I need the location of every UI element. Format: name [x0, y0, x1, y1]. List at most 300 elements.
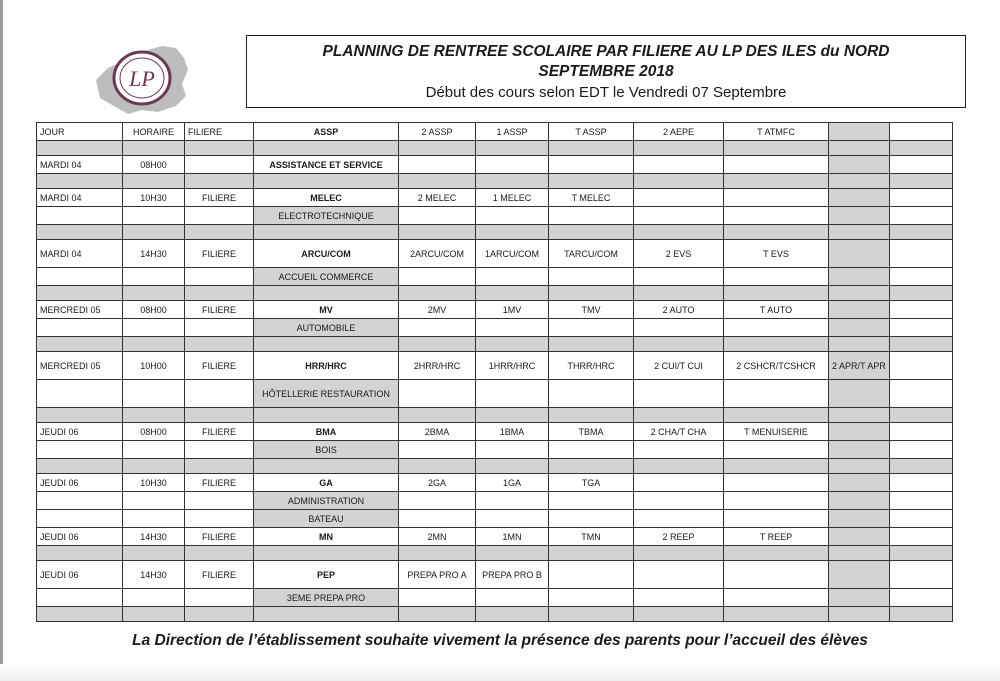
table-cell [399, 380, 476, 408]
subtitle-month: SEPTEMBRE 2018 [538, 63, 674, 80]
separator-cell [37, 459, 123, 474]
table-row [37, 207, 953, 225]
separator-cell [399, 337, 476, 352]
table-cell: MELEC [254, 189, 399, 207]
col-header [829, 123, 890, 141]
table-cell: THRR/HRC [549, 352, 634, 380]
table-cell [634, 156, 724, 174]
table-cell: 2 CHA/T CHA [634, 423, 724, 441]
school-logo [88, 40, 198, 118]
separator-cell [123, 459, 185, 474]
table-cell [890, 528, 953, 546]
table-cell [724, 319, 829, 337]
table-cell: 2 EVS [634, 240, 724, 268]
table-cell [829, 301, 890, 319]
table-cell: T REEP [724, 528, 829, 546]
separator-cell [123, 408, 185, 423]
table-cell [399, 510, 476, 528]
table-cell [549, 380, 634, 408]
table-cell [890, 510, 953, 528]
table-cell [549, 268, 634, 286]
table-cell [123, 380, 185, 408]
table-cell [185, 319, 254, 337]
separator-cell [724, 225, 829, 240]
table-row [37, 189, 953, 207]
table-cell [829, 474, 890, 492]
table-cell: TBMA [549, 423, 634, 441]
separator-cell [185, 459, 254, 474]
separator-cell [829, 459, 890, 474]
separator-cell [399, 607, 476, 622]
table-cell: 1MV [476, 301, 549, 319]
separator-cell [254, 174, 399, 189]
separator-row [37, 286, 953, 301]
separator-cell [634, 408, 724, 423]
separator-cell [185, 546, 254, 561]
separator-cell [829, 607, 890, 622]
table-cell [476, 492, 549, 510]
table-cell [549, 441, 634, 459]
col-header: 2 AEPE [634, 123, 724, 141]
separator-cell [37, 607, 123, 622]
separator-cell [123, 141, 185, 156]
separator-cell [634, 607, 724, 622]
table-cell: 2 MELEC [399, 189, 476, 207]
table-cell: 08H00 [123, 156, 185, 174]
table-cell [37, 510, 123, 528]
separator-cell [254, 286, 399, 301]
table-cell [185, 589, 254, 607]
table-cell [549, 207, 634, 225]
table-cell [890, 492, 953, 510]
table-cell [37, 207, 123, 225]
separator-cell [890, 607, 953, 622]
table-cell [185, 492, 254, 510]
table-cell [476, 441, 549, 459]
col-header: JOUR [37, 123, 123, 141]
col-header: T ASSP [549, 123, 634, 141]
table-cell: BATEAU [254, 510, 399, 528]
table-cell [399, 319, 476, 337]
table-cell: TMN [549, 528, 634, 546]
table-cell [549, 492, 634, 510]
separator-cell [549, 225, 634, 240]
table-row [37, 319, 953, 337]
table-cell [634, 189, 724, 207]
table-cell [890, 589, 953, 607]
table-cell [634, 510, 724, 528]
table-cell [829, 589, 890, 607]
table-cell: 14H30 [123, 561, 185, 589]
separator-cell [399, 174, 476, 189]
table-cell [634, 561, 724, 589]
separator-cell [549, 174, 634, 189]
table-row [37, 492, 953, 510]
table-cell: FILIERE [185, 474, 254, 492]
separator-cell [476, 337, 549, 352]
table-cell [829, 380, 890, 408]
separator-row [37, 459, 953, 474]
col-header: 2 ASSP [399, 123, 476, 141]
table-cell [890, 319, 953, 337]
table-cell: 14H30 [123, 528, 185, 546]
table-cell [724, 510, 829, 528]
separator-cell [890, 141, 953, 156]
separator-cell [829, 546, 890, 561]
table-cell [37, 492, 123, 510]
table-cell: 2 AUTO [634, 301, 724, 319]
title: PLANNING DE RENTREE SCOLAIRE PAR FILIERE AU LP DES ILES du NORD [322, 43, 890, 60]
header-row [37, 123, 953, 141]
table-cell [185, 380, 254, 408]
table-row [37, 380, 953, 408]
separator-cell [634, 286, 724, 301]
table-cell [724, 474, 829, 492]
table-cell [890, 441, 953, 459]
separator-cell [476, 225, 549, 240]
table-cell [829, 319, 890, 337]
separator-cell [549, 141, 634, 156]
table-cell: ARCU/COM [254, 240, 399, 268]
separator-cell [185, 174, 254, 189]
table-cell: MERCREDI 05 [37, 301, 123, 319]
subtitle-start-date: Début des cours selon EDT le Vendredi 07 Septembre [425, 84, 787, 101]
table-cell: JEUDI 06 [37, 528, 123, 546]
table-cell: FILIERE [185, 423, 254, 441]
separator-cell [37, 286, 123, 301]
table-cell [476, 380, 549, 408]
schedule-table [36, 122, 953, 622]
table-cell: 1MN [476, 528, 549, 546]
separator-cell [254, 225, 399, 240]
table-cell [549, 589, 634, 607]
svg-text:LP: LP [129, 66, 155, 91]
table-cell: MV [254, 301, 399, 319]
separator-cell [123, 225, 185, 240]
separator-cell [399, 546, 476, 561]
separator-cell [890, 546, 953, 561]
separator-cell [254, 607, 399, 622]
table-cell: FILIERE [185, 528, 254, 546]
separator-cell [399, 225, 476, 240]
table-cell [890, 189, 953, 207]
table-cell [123, 441, 185, 459]
table-cell: ELECTROTECHNIQUE [254, 207, 399, 225]
table-row [37, 589, 953, 607]
separator-cell [724, 337, 829, 352]
table-cell: MARDI 04 [37, 189, 123, 207]
table-cell [399, 492, 476, 510]
separator-cell [254, 459, 399, 474]
table-cell [399, 268, 476, 286]
separator-cell [890, 337, 953, 352]
table-cell: 2MV [399, 301, 476, 319]
separator-cell [829, 174, 890, 189]
table-cell [829, 207, 890, 225]
separator-cell [123, 607, 185, 622]
table-row [37, 474, 953, 492]
table-cell [123, 319, 185, 337]
table-cell: 10H00 [123, 352, 185, 380]
separator-cell [399, 286, 476, 301]
separator-cell [399, 408, 476, 423]
table-cell [185, 441, 254, 459]
table-cell: 2MN [399, 528, 476, 546]
separator-cell [724, 286, 829, 301]
table-cell: 08H00 [123, 423, 185, 441]
table-cell [724, 207, 829, 225]
table-cell [634, 441, 724, 459]
table-cell [724, 441, 829, 459]
separator-cell [724, 174, 829, 189]
table-cell: 2ARCU/COM [399, 240, 476, 268]
table-cell [890, 561, 953, 589]
separator-row [37, 174, 953, 189]
table-cell: PREPA PRO B [476, 561, 549, 589]
table-row [37, 301, 953, 319]
table-cell [549, 156, 634, 174]
table-cell [724, 189, 829, 207]
table-cell [724, 380, 829, 408]
title-box [246, 35, 966, 108]
separator-cell [37, 225, 123, 240]
col-header: FILIERE [185, 123, 254, 141]
separator-cell [634, 174, 724, 189]
separator-cell [476, 141, 549, 156]
table-cell: T AUTO [724, 301, 829, 319]
table-cell [476, 589, 549, 607]
separator-cell [634, 141, 724, 156]
separator-cell [185, 286, 254, 301]
table-cell [399, 207, 476, 225]
table-cell: PEP [254, 561, 399, 589]
table-cell: 10H30 [123, 474, 185, 492]
separator-cell [724, 141, 829, 156]
table-cell: FILIERE [185, 301, 254, 319]
separator-cell [37, 141, 123, 156]
table-cell: 1ARCU/COM [476, 240, 549, 268]
table-cell: 3EME PREPA PRO [254, 589, 399, 607]
table-cell [724, 156, 829, 174]
table-cell: BOIS [254, 441, 399, 459]
table-cell [185, 268, 254, 286]
col-header: HORAIRE [123, 123, 185, 141]
table-cell: HRR/HRC [254, 352, 399, 380]
table-cell: FILIERE [185, 240, 254, 268]
table-cell: ADMINISTRATION [254, 492, 399, 510]
separator-cell [123, 337, 185, 352]
separator-cell [549, 546, 634, 561]
table-cell: FILIERE [185, 189, 254, 207]
separator-cell [254, 408, 399, 423]
table-row [37, 423, 953, 441]
table-cell: BMA [254, 423, 399, 441]
table-cell [549, 510, 634, 528]
table-cell [829, 441, 890, 459]
table-cell [829, 561, 890, 589]
separator-cell [399, 459, 476, 474]
table-row [37, 441, 953, 459]
table-cell: T MENUISERIE [724, 423, 829, 441]
table-cell: 2 REEP [634, 528, 724, 546]
table-cell [37, 319, 123, 337]
separator-cell [476, 174, 549, 189]
table-cell: TGA [549, 474, 634, 492]
table-cell: HÔTELLERIE RESTAURATION [254, 380, 399, 408]
table-cell [829, 268, 890, 286]
separator-cell [476, 459, 549, 474]
table-cell: MARDI 04 [37, 156, 123, 174]
page-edge [0, 0, 3, 681]
separator-row [37, 225, 953, 240]
table-cell: JEUDI 06 [37, 423, 123, 441]
table-cell [634, 380, 724, 408]
table-cell [829, 510, 890, 528]
col-header: ASSP [254, 123, 399, 141]
table-cell: 2 APR/T APR [829, 352, 890, 380]
schedule-body [37, 141, 953, 622]
table-cell [634, 207, 724, 225]
table-cell: 2BMA [399, 423, 476, 441]
separator-cell [829, 337, 890, 352]
table-cell [476, 207, 549, 225]
table-cell: PREPA PRO A [399, 561, 476, 589]
table-cell: MARDI 04 [37, 240, 123, 268]
separator-cell [123, 546, 185, 561]
separator-cell [37, 337, 123, 352]
separator-cell [185, 141, 254, 156]
table-cell [890, 352, 953, 380]
separator-cell [549, 607, 634, 622]
separator-cell [123, 286, 185, 301]
table-cell [634, 319, 724, 337]
table-cell: T EVS [724, 240, 829, 268]
table-cell [829, 189, 890, 207]
separator-cell [634, 459, 724, 474]
table-cell [37, 441, 123, 459]
table-cell [549, 561, 634, 589]
separator-cell [254, 337, 399, 352]
table-cell: 1BMA [476, 423, 549, 441]
separator-cell [476, 607, 549, 622]
table-cell: 2GA [399, 474, 476, 492]
col-header: 1 ASSP [476, 123, 549, 141]
table-cell [890, 423, 953, 441]
table-cell [123, 510, 185, 528]
table-cell [123, 492, 185, 510]
table-cell: 1HRR/HRC [476, 352, 549, 380]
separator-cell [829, 225, 890, 240]
table-cell [37, 380, 123, 408]
separator-cell [399, 141, 476, 156]
table-cell [476, 319, 549, 337]
table-cell: MN [254, 528, 399, 546]
table-cell: 1 MELEC [476, 189, 549, 207]
table-cell: FILIERE [185, 352, 254, 380]
separator-cell [185, 408, 254, 423]
table-cell [185, 156, 254, 174]
separator-cell [634, 337, 724, 352]
table-cell [634, 268, 724, 286]
separator-cell [724, 408, 829, 423]
table-cell [476, 156, 549, 174]
table-cell: GA [254, 474, 399, 492]
separator-cell [254, 546, 399, 561]
table-cell [634, 474, 724, 492]
table-cell [37, 268, 123, 286]
separator-row [37, 337, 953, 352]
separator-cell [890, 286, 953, 301]
table-cell: AUTOMOBILE [254, 319, 399, 337]
table-row [37, 268, 953, 286]
separator-cell [549, 408, 634, 423]
separator-cell [37, 546, 123, 561]
table-cell [123, 268, 185, 286]
col-header [890, 123, 953, 141]
table-cell [829, 156, 890, 174]
separator-cell [829, 286, 890, 301]
separator-cell [476, 546, 549, 561]
table-cell [37, 589, 123, 607]
separator-cell [185, 337, 254, 352]
table-cell: 08H00 [123, 301, 185, 319]
footer-note: La Direction de l’établissement souhaite vivement la présence des parents pour l’accueil des élèves [132, 632, 868, 649]
table-cell: 1GA [476, 474, 549, 492]
table-cell [890, 268, 953, 286]
table-row [37, 528, 953, 546]
table-cell: JEUDI 06 [37, 474, 123, 492]
table-cell: TARCU/COM [549, 240, 634, 268]
table-cell: T MELEC [549, 189, 634, 207]
separator-row [37, 607, 953, 622]
table-row [37, 240, 953, 268]
table-cell: MERCREDI 05 [37, 352, 123, 380]
separator-cell [37, 408, 123, 423]
separator-cell [185, 607, 254, 622]
table-cell: 2 CUI/T CUI [634, 352, 724, 380]
table-cell: JEUDI 06 [37, 561, 123, 589]
table-cell [634, 589, 724, 607]
table-cell [123, 589, 185, 607]
table-cell: 2HRR/HRC [399, 352, 476, 380]
separator-cell [890, 459, 953, 474]
table-cell [185, 510, 254, 528]
separator-cell [549, 286, 634, 301]
table-cell [399, 156, 476, 174]
table-cell [890, 240, 953, 268]
separator-cell [634, 546, 724, 561]
separator-cell [829, 141, 890, 156]
table-cell [724, 561, 829, 589]
separator-cell [549, 337, 634, 352]
table-cell: ACCUEIL COMMERCE [254, 268, 399, 286]
table-cell [829, 240, 890, 268]
separator-row [37, 546, 953, 561]
table-cell [724, 268, 829, 286]
separator-cell [890, 408, 953, 423]
separator-row [37, 141, 953, 156]
separator-cell [829, 408, 890, 423]
separator-cell [476, 286, 549, 301]
table-cell: ASSISTANCE ET SERVICE [254, 156, 399, 174]
separator-row [37, 408, 953, 423]
table-cell: TMV [549, 301, 634, 319]
page-bottom-shadow [0, 664, 1000, 681]
table-row [37, 156, 953, 174]
table-cell [829, 528, 890, 546]
separator-cell [37, 174, 123, 189]
table-cell [476, 510, 549, 528]
